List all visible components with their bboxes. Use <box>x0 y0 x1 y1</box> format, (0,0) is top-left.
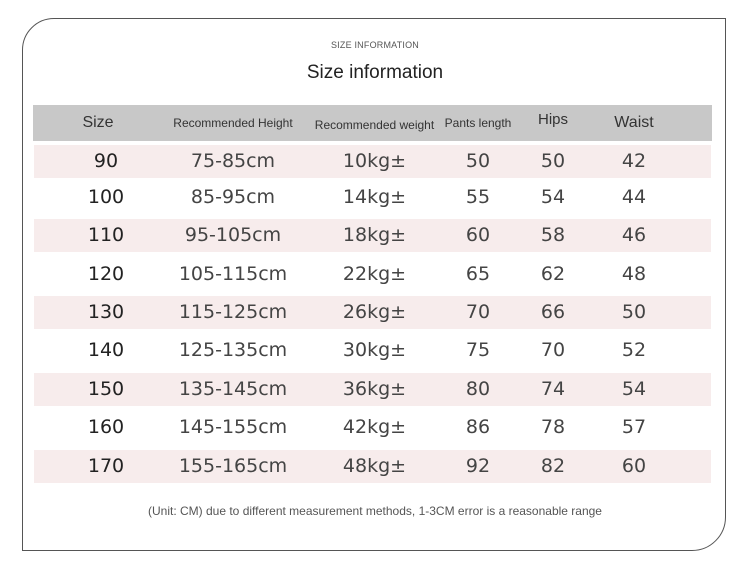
header-recommended-height: Recommended Height <box>173 116 293 130</box>
cell-weight: 18kg± <box>342 224 407 246</box>
cell-size: 170 <box>87 455 125 477</box>
cell-height: 125-135cm <box>178 339 288 361</box>
header-size: Size <box>82 114 114 131</box>
cell-pants-length: 75 <box>465 339 491 361</box>
cell-waist: 44 <box>621 186 647 208</box>
cell-weight: 10kg± <box>342 150 407 172</box>
cell-size: 110 <box>87 224 125 246</box>
header-pants-length: Pants length <box>444 116 512 130</box>
table-row <box>34 296 711 329</box>
cell-weight: 26kg± <box>342 301 407 323</box>
cell-waist: 54 <box>621 378 647 400</box>
cell-weight: 14kg± <box>342 186 407 208</box>
cell-height: 155-165cm <box>178 455 288 477</box>
cell-hips: 58 <box>540 224 566 246</box>
cell-size: 130 <box>87 301 125 323</box>
table-row <box>34 258 711 291</box>
table-row <box>34 373 711 406</box>
cell-hips: 74 <box>540 378 566 400</box>
cell-pants-length: 80 <box>465 378 491 400</box>
page-title: Size information <box>306 62 444 83</box>
cell-height: 145-155cm <box>178 416 288 438</box>
table-row <box>34 219 711 252</box>
header-hips: Hips <box>537 111 568 128</box>
header-recommended-weight: Recommended weight <box>314 118 435 132</box>
cell-height: 105-115cm <box>178 263 288 285</box>
cell-waist: 48 <box>621 263 647 285</box>
cell-size: 100 <box>87 186 125 208</box>
cell-waist: 57 <box>621 416 647 438</box>
cell-size: 150 <box>87 378 125 400</box>
cell-height: 85-95cm <box>190 186 276 208</box>
cell-pants-length: 65 <box>465 263 491 285</box>
table-row <box>34 145 711 178</box>
cell-height: 75-85cm <box>190 150 276 172</box>
cell-pants-length: 92 <box>465 455 491 477</box>
cell-hips: 70 <box>540 339 566 361</box>
header-waist: Waist <box>614 114 654 131</box>
cell-hips: 50 <box>540 150 566 172</box>
cell-weight: 30kg± <box>342 339 407 361</box>
cell-height: 95-105cm <box>184 224 282 246</box>
cell-weight: 48kg± <box>342 455 407 477</box>
table-row <box>34 334 711 367</box>
table-row <box>34 181 711 214</box>
cell-weight: 22kg± <box>342 263 407 285</box>
cell-pants-length: 50 <box>465 150 491 172</box>
cell-size: 120 <box>87 263 125 285</box>
cell-pants-length: 86 <box>465 416 491 438</box>
cell-size: 160 <box>87 416 125 438</box>
cell-waist: 50 <box>621 301 647 323</box>
cell-waist: 42 <box>621 150 647 172</box>
cell-hips: 82 <box>540 455 566 477</box>
cell-waist: 60 <box>621 455 647 477</box>
cell-height: 135-145cm <box>178 378 288 400</box>
cell-pants-length: 70 <box>465 301 491 323</box>
table-row <box>34 450 711 483</box>
cell-pants-length: 60 <box>465 224 491 246</box>
cell-hips: 66 <box>540 301 566 323</box>
cell-height: 115-125cm <box>178 301 288 323</box>
cell-weight: 42kg± <box>342 416 407 438</box>
cell-hips: 62 <box>540 263 566 285</box>
table-row <box>34 411 711 444</box>
footer-note: (Unit: CM) due to different measurement methods, 1-3CM error is a reasonable range <box>148 504 602 518</box>
cell-waist: 52 <box>621 339 647 361</box>
cell-pants-length: 55 <box>465 186 491 208</box>
table-header <box>33 105 712 141</box>
cell-waist: 46 <box>621 224 647 246</box>
cell-hips: 54 <box>540 186 566 208</box>
cell-size: 90 <box>93 150 119 172</box>
cell-size: 140 <box>87 339 125 361</box>
small-title: SIZE INFORMATION <box>330 40 420 50</box>
cell-weight: 36kg± <box>342 378 407 400</box>
cell-hips: 78 <box>540 416 566 438</box>
